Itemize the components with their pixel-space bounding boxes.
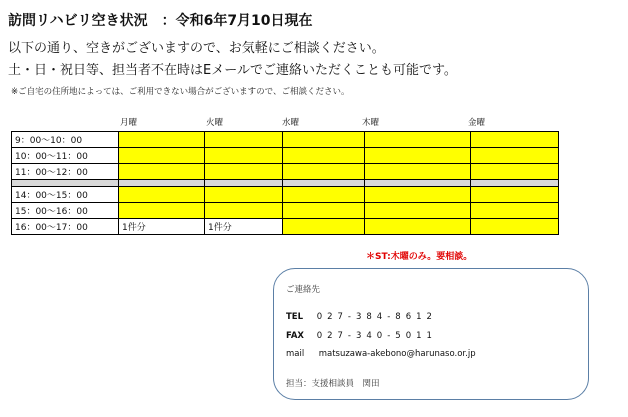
- slot-cell-fri: [471, 187, 559, 203]
- separator-cell: [205, 180, 283, 187]
- slot-cell-thu: [365, 164, 471, 180]
- lunch-break-row: [12, 180, 559, 187]
- separator-cell: [471, 180, 559, 187]
- mail-label: mail: [286, 349, 305, 359]
- slot-cell-fri: [471, 219, 559, 235]
- slot-cell-tue: [205, 187, 283, 203]
- slot-cell-tue: [205, 148, 283, 164]
- slot-cell-fri: [471, 164, 559, 180]
- day-header-thu: 木曜: [362, 118, 380, 128]
- time-slot-label: 15：00〜16：00: [12, 203, 119, 219]
- time-slot-label: 11：00〜12：00: [12, 164, 119, 180]
- slot-cell-tue: [205, 132, 283, 148]
- contact-staff: 担当：支援相談員 関田: [286, 379, 380, 389]
- time-slot-label: 14：00〜15：00: [12, 187, 119, 203]
- time-slot-label: 16：00〜17：00: [12, 219, 119, 235]
- slot-cell-thu: [365, 219, 471, 235]
- slot-cell-wed: [283, 187, 365, 203]
- slot-cell-fri: [471, 148, 559, 164]
- contact-tel-row: [286, 312, 437, 322]
- day-header-mon: 月曜: [120, 118, 138, 128]
- contact-fax-row: [286, 331, 437, 341]
- slot-cell-mon: [119, 187, 205, 203]
- slot-cell-mon: [119, 148, 205, 164]
- day-header-wed: 水曜: [282, 118, 300, 128]
- mail-value: matsuzawa-akebono@harunaso.or.jp: [318, 349, 476, 359]
- slot-cell-wed: [283, 219, 365, 235]
- st-note: ＊ST:木曜のみ。要相談。: [366, 252, 473, 262]
- slot-cell-mon: 1件分: [119, 219, 205, 235]
- slot-cell-tue: 1件分: [205, 219, 283, 235]
- slot-cell-wed: [283, 164, 365, 180]
- intro-line-1: 以下の通り、空きがございますので、お気軽にご相談ください。: [8, 41, 385, 56]
- table-row: [12, 148, 559, 164]
- tel-label: TEL: [286, 312, 304, 322]
- slot-cell-thu: [365, 187, 471, 203]
- schedule-table: [11, 131, 559, 235]
- fax-value: 027-340-5011: [316, 331, 437, 341]
- table-row: [12, 164, 559, 180]
- slot-cell-wed: [283, 148, 365, 164]
- slot-cell-mon: [119, 132, 205, 148]
- fax-label: FAX: [286, 331, 304, 341]
- separator-cell: [119, 180, 205, 187]
- table-row: [12, 219, 559, 235]
- slot-cell-thu: [365, 132, 471, 148]
- separator-cell: [283, 180, 365, 187]
- separator-cell: [12, 180, 119, 187]
- tel-value: 027-384-8612: [316, 312, 437, 322]
- contact-mail-row: [286, 349, 476, 359]
- time-slot-label: 9：00〜10：00: [12, 132, 119, 148]
- slot-cell-tue: [205, 203, 283, 219]
- day-header-tue: 火曜: [206, 118, 224, 128]
- separator-cell: [365, 180, 471, 187]
- slot-cell-wed: [283, 203, 365, 219]
- slot-cell-fri: [471, 132, 559, 148]
- slot-cell-tue: [205, 164, 283, 180]
- page-title: 訪問リハビリ空き状況 ：令和6年7月10日現在: [8, 13, 313, 29]
- table-row: [12, 187, 559, 203]
- slot-cell-mon: [119, 164, 205, 180]
- slot-cell-thu: [365, 203, 471, 219]
- table-row: [12, 203, 559, 219]
- intro-line-2: 土・日・祝日等、担当者不在時はEメールでご連絡いただくことも可能です。: [8, 63, 457, 78]
- contact-box: [273, 268, 589, 400]
- contact-heading: ご連絡先: [286, 285, 321, 295]
- slot-cell-wed: [283, 132, 365, 148]
- slot-cell-fri: [471, 203, 559, 219]
- day-header-fri: 金曜: [468, 118, 486, 128]
- slot-cell-thu: [365, 148, 471, 164]
- slot-cell-mon: [119, 203, 205, 219]
- time-slot-label: 10：00〜11：00: [12, 148, 119, 164]
- table-row: [12, 132, 559, 148]
- address-note: ※ご自宅の住所地によっては、ご利用できない場合がございますので、ご相談ください。: [11, 87, 350, 97]
